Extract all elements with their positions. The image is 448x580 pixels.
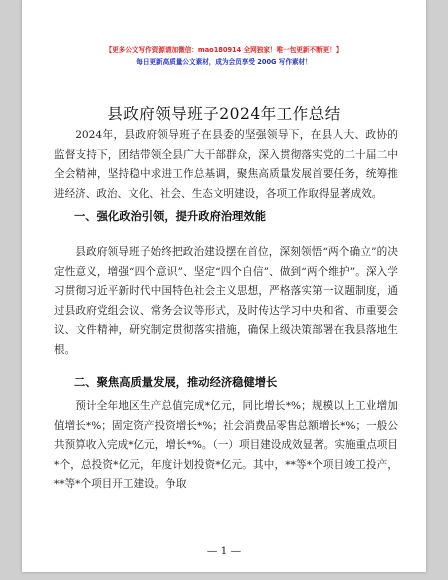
promo-banner-line-2: 每日更新高质量公文素材，成为会员享受 200G 写作素材！ [136,58,312,66]
section-2-paragraph: 预计全年地区生产总值完成*亿元，同比增长*%；规模以上工业增加值增长*%；固定资产投资增长*%；社会消费品零售总额增长*%；一般公共预算收入完成*亿元，增长*%。（一）项目建设成效显著。实施重点项目*个，总投资*亿元，年度计划投资*亿元。其中，**等*个项目竣工投产，**等*个项目开工建设。争取 [54,400,398,491]
document-page [22,0,426,572]
promo-banner-line-1: 【更多公文写作资源请加微信：mao180914 全网独家！唯一包更新不断更！】 [105,46,343,54]
page-number: — 1 — [206,545,242,557]
section-1-heading: 一、强化政治引领，提升政府治理效能 [74,210,267,223]
document-title: 县政府领导班子2024年工作总结 [107,105,341,123]
intro-paragraph: 2024年，县政府领导班子在县委的坚强领导下，在县人大、政协的监督支持下，团结带领全县广大干部群众，深入贯彻落实党的二十届二中全会精神，坚持稳中求进工作总基调，聚焦高质量发展首要任务，统筹推进经济、政治、文化、社会、生态文明建设，各项工作取得显著成效。 [54,129,398,200]
section-2-heading: 二、聚焦高质量发展，推动经济稳健增长 [74,376,278,389]
section-1-paragraph: 县政府领导班子始终把政治建设摆在首位，深刻领悟“两个确立”的决定性意义，增强“四个意识”、坚定“四个自信”、做到“两个维护”。深入学习贯彻习近平新时代中国特色社会主义思想，严格落实第一议题制度，通过县政府党组会议、常务会议等形式，及时传达学习中央和省、市重要会议、文件精神，研究制定贯彻落实措施，确保上级决策部署在我县落地生根。 [54,246,398,356]
